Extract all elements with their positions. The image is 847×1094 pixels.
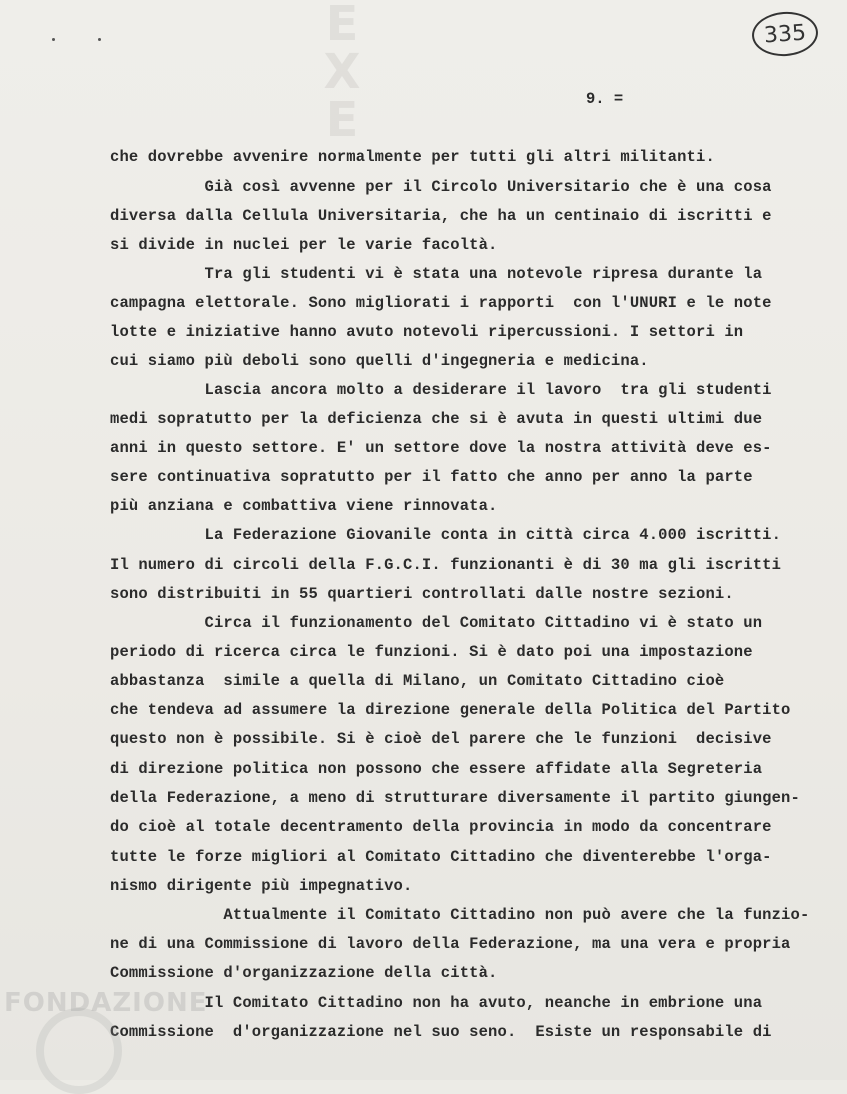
text-line: do cioè al totale decentramento della provincia in modo da concentrare <box>110 818 772 836</box>
text-line: medi sopratutto per la deficienza che si è avuta in questi ultimi due <box>110 410 763 428</box>
text-line: campagna elettorale. Sono migliorati i rapporti con l'UNURI e le note <box>110 294 772 312</box>
watermark-letters: E X E <box>323 0 361 148</box>
text-line: periodo di ricerca circa le funzioni. Si è dato poi una impostazione <box>110 643 753 661</box>
text-line: Commissione d'organizzazione della città. <box>110 964 498 982</box>
text-line: cui siamo più deboli sono quelli d'ingegneria e medicina. <box>110 352 649 370</box>
text-line: Circa il funzionamento del Comitato Cittadino vi è stato un <box>110 614 763 632</box>
text-line: Attualmente il Comitato Cittadino non può avere che la funzio- <box>110 906 810 924</box>
text-line: Tra gli studenti vi è stata una notevole ripresa durante la <box>110 265 763 283</box>
text-line: nismo dirigente più impegnativo. <box>110 877 413 895</box>
watermark-brand: FONDAZIONE <box>4 988 208 1018</box>
text-line: ne di una Commissione di lavoro della Federazione, ma una vera e propria <box>110 935 791 953</box>
text-line: tutte le forze migliori al Comitato Cittadino che diventerebbe l'orga- <box>110 848 772 866</box>
watermark-logo <box>36 1008 122 1094</box>
text-line: di direzione politica non possono che essere affidate alla Segreteria <box>110 760 763 778</box>
text-line: anni in questo settore. E' un settore dove la nostra attività deve es- <box>110 439 772 457</box>
text-line: sono distribuiti in 55 quartieri controllati dalle nostre sezioni. <box>110 585 734 603</box>
text-line: sere continuativa sopratutto per il fatto che anno per anno la parte <box>110 468 753 486</box>
punch-mark <box>52 38 55 41</box>
text-line: della Federazione, a meno di strutturare diversamente il partito giungen- <box>110 789 800 807</box>
text-line: abbastanza simile a quella di Milano, un Comitato Cittadino cioè <box>110 672 725 690</box>
text-line: questo non è possibile. Si è cioè del parere che le funzioni decisive <box>110 730 772 748</box>
text-line: più anziana e combattiva viene rinnovata. <box>110 497 498 515</box>
text-line: che dovrebbe avvenire normalmente per tutti gli altri militanti. <box>110 148 715 166</box>
text-line: lotte e iniziative hanno avuto notevoli ripercussioni. I settori in <box>110 323 744 341</box>
text-line: Già così avvenne per il Circolo Universitario che è una cosa <box>110 178 772 196</box>
text-line: diversa dalla Cellula Universitaria, che ha un centinaio di iscritti e <box>110 207 772 225</box>
text-line: si divide in nuclei per le varie facoltà. <box>110 236 498 254</box>
archive-stamp-number: 335 <box>751 10 820 58</box>
page-number: 9. = <box>586 90 624 108</box>
text-line: Il numero di circoli della F.G.C.I. funzionanti è di 30 ma gli iscritti <box>110 556 782 574</box>
text-line: Commissione d'organizzazione nel suo seno. Esiste un responsabile di <box>110 1023 772 1041</box>
text-line: che tendeva ad assumere la direzione generale della Politica del Partito <box>110 701 791 719</box>
text-line: Lascia ancora molto a desiderare il lavoro tra gli studenti <box>110 381 772 399</box>
punch-mark <box>98 38 101 41</box>
text-line: La Federazione Giovanile conta in città circa 4.000 iscritti. <box>110 526 782 544</box>
text-line: Il Comitato Cittadino non ha avuto, neanche in embrione una <box>110 994 763 1012</box>
